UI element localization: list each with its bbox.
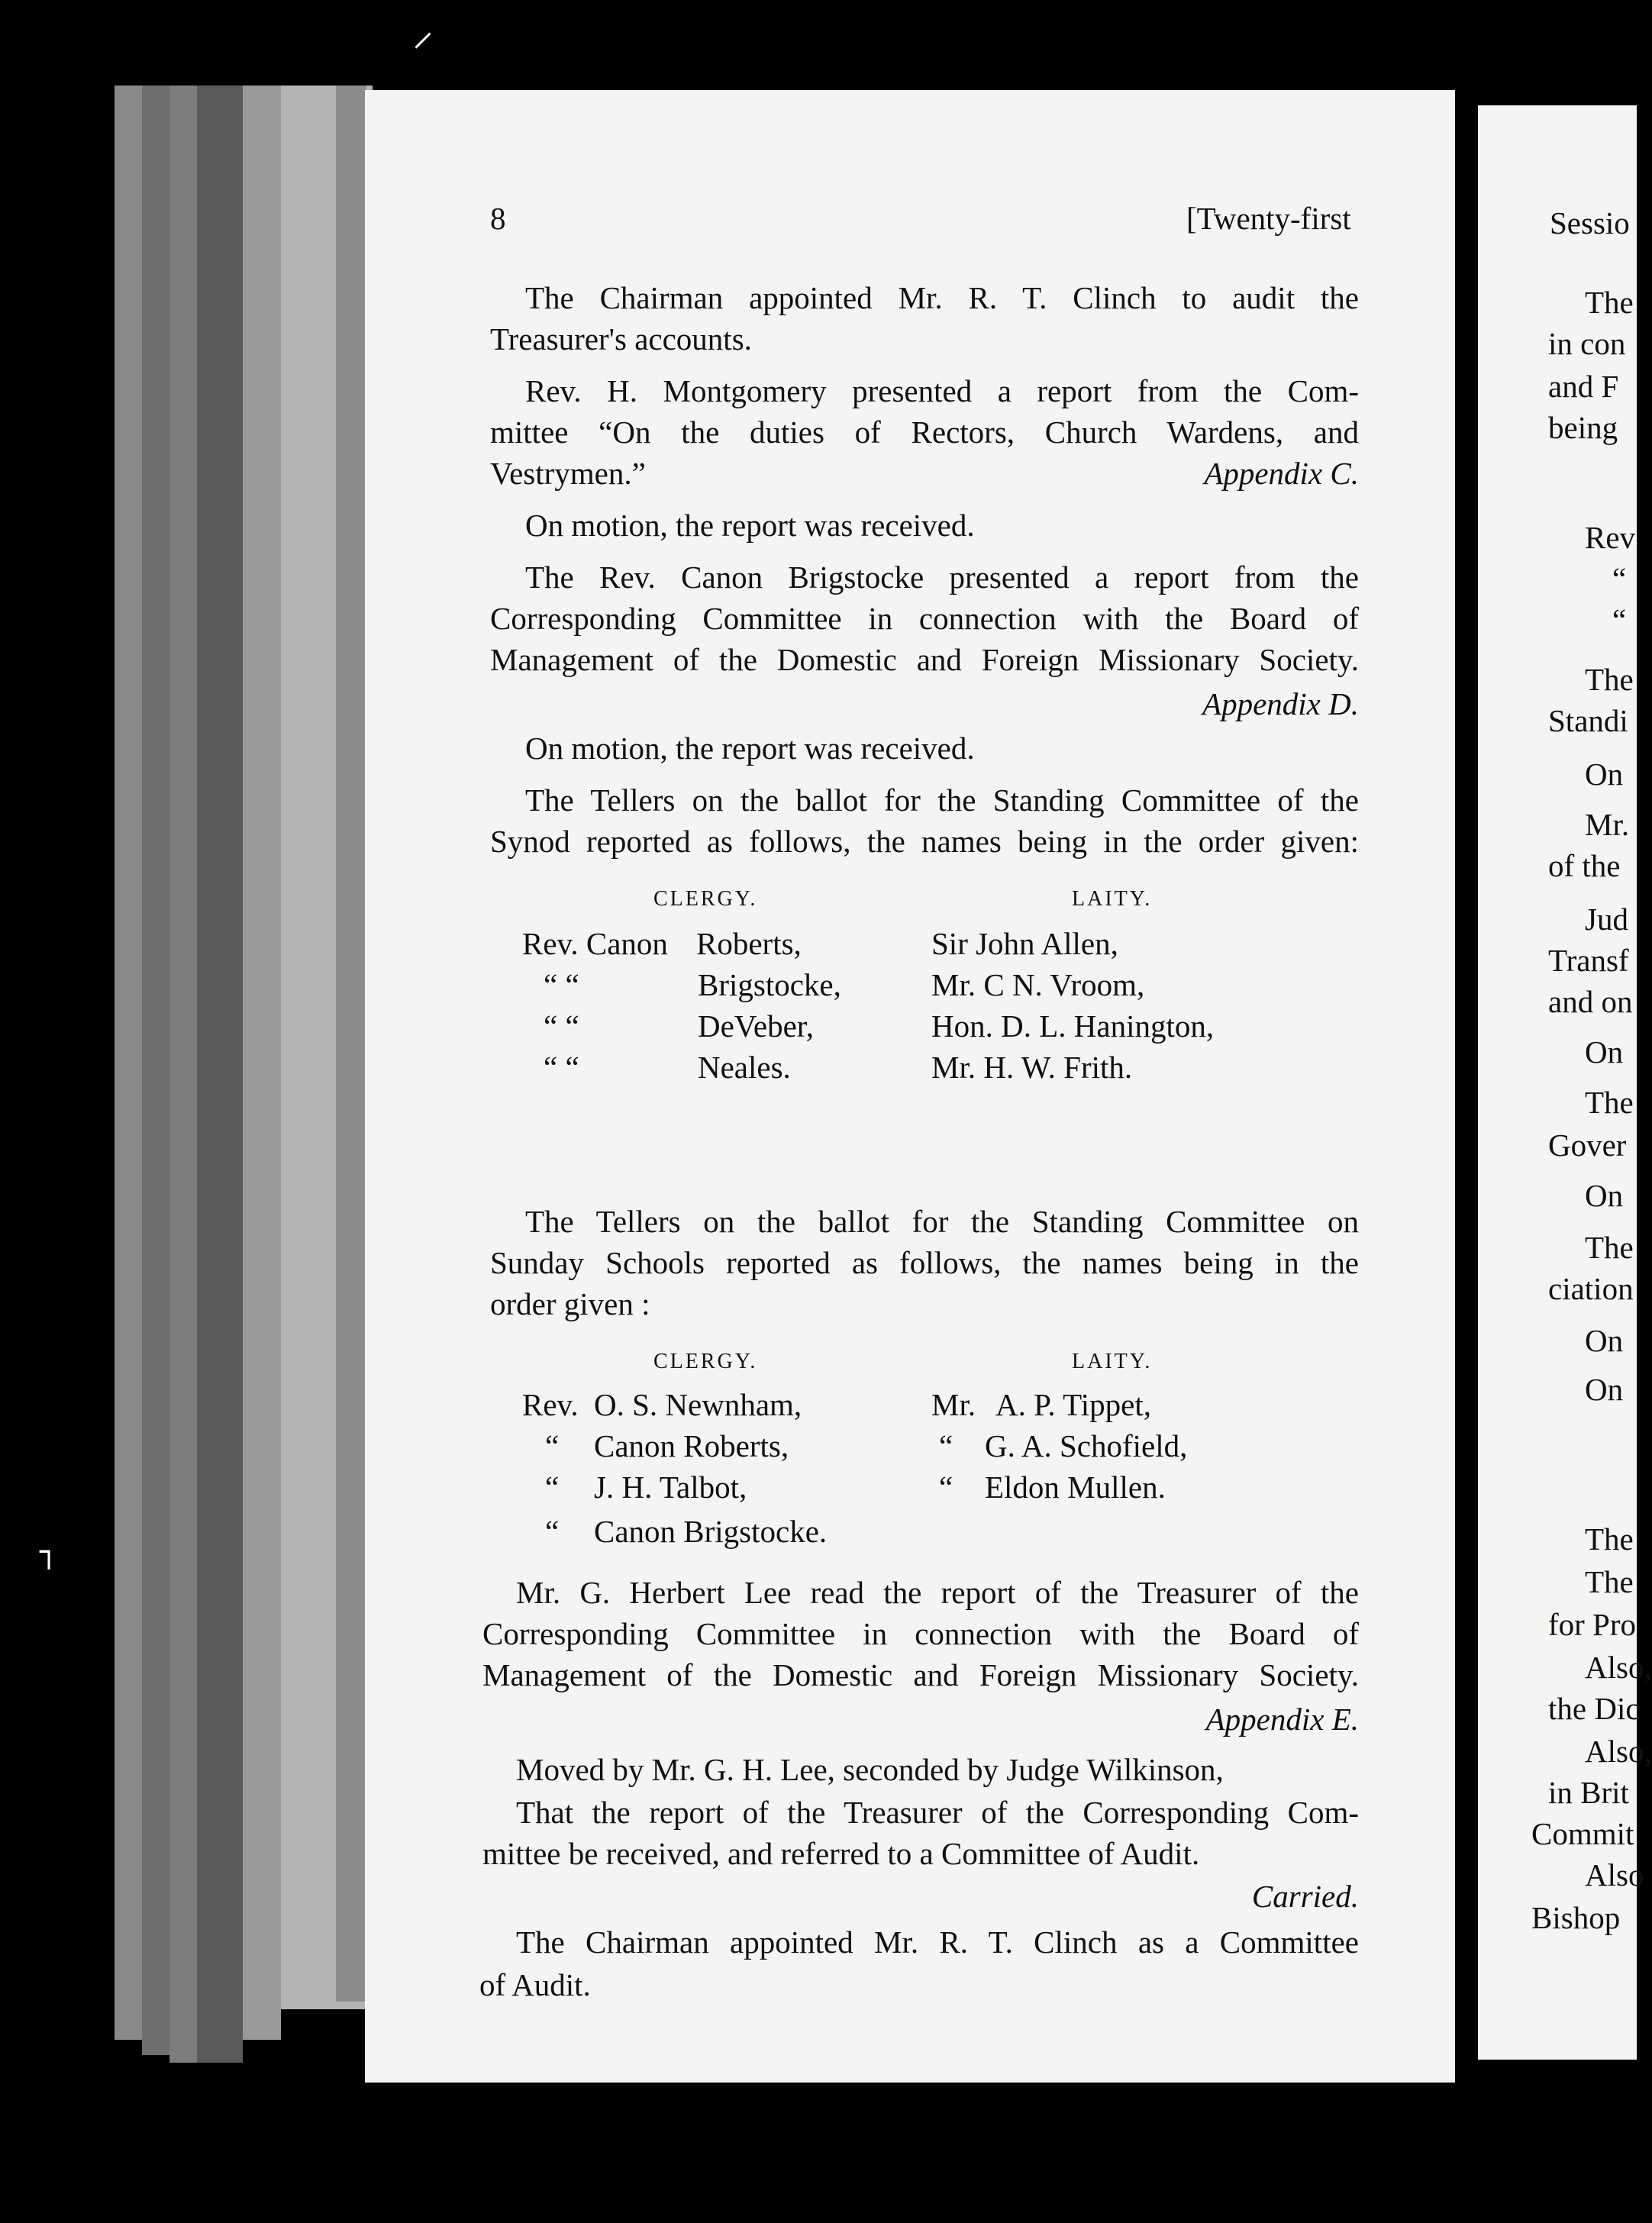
facing-page-text: The — [1585, 1230, 1634, 1265]
scan-mark: ┐ — [40, 1534, 59, 1570]
clergy-prefix: “ “ — [544, 967, 579, 1002]
facing-page — [1478, 105, 1652, 2060]
facing-page-text: The — [1585, 662, 1634, 697]
clergy-prefix: “ — [545, 1470, 560, 1505]
appendix-reference: Appendix C. — [1204, 456, 1359, 491]
clergy-name: Canon Roberts, — [594, 1428, 789, 1463]
page-edge — [169, 86, 197, 2063]
text-line: The Chairman appointed Mr. R. T. Clinch to audit the — [525, 280, 1359, 315]
text-line: mittee be received, and referred to a Committee of Audit. — [482, 1836, 1200, 1871]
carried-note: Carried. — [1251, 1879, 1359, 1914]
facing-page-text: Also — [1585, 1857, 1644, 1892]
facing-page-text: Mr. — [1585, 807, 1630, 842]
facing-page-text: and on — [1548, 984, 1633, 1019]
facing-page-text: Gover — [1548, 1128, 1627, 1163]
text-line: The Rev. Canon Brigstocke presented a report from the — [525, 560, 1359, 595]
text-line: Synod reported as follows, the names being in the order given: — [490, 824, 1359, 859]
facing-page-text: Transf — [1548, 943, 1629, 978]
clergy-name: DeVeber, — [698, 1008, 815, 1044]
text-line: The Chairman appointed Mr. R. T. Clinch as a Committee — [516, 1925, 1359, 1960]
page-edge — [243, 86, 281, 2040]
clergy-prefix: “ “ — [544, 1008, 579, 1044]
clergy-name: Brigstocke, — [698, 967, 841, 1002]
facing-page-text: The — [1585, 1564, 1634, 1599]
text-line: of Audit. — [479, 1967, 591, 2002]
facing-page-text: On — [1585, 1323, 1624, 1358]
facing-page-text: On — [1585, 1178, 1624, 1213]
laity-name: Hon. D. L. Hanington, — [931, 1008, 1215, 1044]
facing-page-text: for Pro — [1548, 1607, 1637, 1642]
facing-page-text: and F — [1548, 369, 1619, 404]
facing-page-text: “ — [1612, 602, 1627, 637]
clergy-name: Canon Brigstocke. — [594, 1514, 828, 1549]
laity-name: A. P. Tippet, — [995, 1387, 1151, 1422]
text-line: That the report of the Treasurer of the Corresponding Com- — [516, 1795, 1359, 1830]
text-line: Mr. G. Herbert Lee read the report of the Treasurer of the — [516, 1575, 1359, 1610]
facing-page-text: in Brit — [1548, 1775, 1629, 1810]
appendix-reference: Appendix D. — [1202, 686, 1359, 721]
clergy-name: J. H. Talbot, — [594, 1470, 747, 1505]
text-line: Treasurer's accounts. — [490, 321, 752, 357]
facing-page-text: Sessio — [1550, 205, 1630, 240]
laity-prefix: “ — [939, 1428, 953, 1463]
facing-page-text: On — [1585, 1034, 1624, 1070]
column-header-laity: LAITY. — [1072, 1350, 1153, 1373]
column-header-laity: LAITY. — [1072, 887, 1153, 911]
page-edge — [336, 86, 366, 2002]
clergy-name: Roberts, — [696, 926, 802, 961]
clergy-prefix: Rev. Canon — [522, 926, 668, 961]
text-line: On motion, the report was received. — [525, 731, 975, 766]
facing-page-text: Commit — [1531, 1816, 1634, 1851]
clergy-name: O. S. Newnham, — [594, 1387, 802, 1422]
column-header-clergy: CLERGY. — [653, 1350, 758, 1373]
text-line: Corresponding Committee in connection with the Board of — [482, 1616, 1359, 1651]
book-page — [365, 90, 1455, 2083]
scan-mark: ⸝ — [412, 6, 434, 56]
laity-name: Mr. H. W. Frith. — [931, 1050, 1133, 1085]
facing-page-text: The — [1585, 1085, 1634, 1120]
laity-name: Eldon Mullen. — [985, 1470, 1166, 1505]
text-line: Sunday Schools reported as follows, the names being in the — [490, 1245, 1359, 1280]
appendix-reference: Appendix E. — [1205, 1702, 1359, 1737]
running-head: [Twenty-first — [1186, 201, 1351, 236]
clergy-prefix: Rev. — [522, 1387, 579, 1422]
clergy-prefix: “ “ — [544, 1050, 579, 1085]
page-edge — [197, 86, 243, 2063]
text-line: On motion, the report was received. — [525, 508, 975, 543]
text-line: Vestrymen.” — [490, 456, 646, 491]
facing-page-text: Bishop — [1531, 1900, 1621, 1935]
laity-prefix: “ — [939, 1470, 953, 1505]
text-line: Management of the Domestic and Foreign Missionary Society. — [482, 1657, 1359, 1692]
page-edge — [115, 86, 142, 2040]
facing-page-text: in con — [1548, 326, 1626, 361]
laity-name: G. A. Schofield, — [985, 1428, 1188, 1463]
facing-page-text: Also, — [1585, 1734, 1652, 1769]
clergy-prefix: “ — [545, 1514, 560, 1549]
text-line: The Tellers on the ballot for the Standing Committee of the — [525, 782, 1359, 818]
text-line: order given : — [490, 1286, 650, 1321]
facing-page-text: Standi — [1548, 703, 1628, 738]
text-line: mittee “On the duties of Rectors, Church Wardens, and — [490, 415, 1359, 450]
facing-page-text: Jud — [1585, 902, 1628, 937]
facing-page-text: On — [1585, 1372, 1624, 1407]
facing-page-text: ciation — [1548, 1271, 1634, 1306]
facing-page-text: “ — [1612, 561, 1627, 596]
laity-name: Mr. C N. Vroom, — [931, 967, 1145, 1002]
facing-page-text: the Dic — [1548, 1691, 1640, 1726]
text-line: Corresponding Committee in connection with the Board of — [490, 601, 1359, 636]
laity-name: Sir John Allen, — [931, 926, 1118, 961]
facing-page-text: being — [1548, 410, 1618, 445]
facing-page-text: Also, — [1585, 1650, 1652, 1685]
page-number: 8 — [490, 201, 506, 236]
clergy-prefix: “ — [545, 1428, 560, 1463]
facing-page-text: The — [1585, 285, 1634, 320]
facing-page-text: On — [1585, 757, 1624, 792]
facing-page-text: The — [1585, 1521, 1634, 1557]
column-header-clergy: CLERGY. — [653, 887, 758, 911]
text-line: Rev. H. Montgomery presented a report from the Com- — [525, 373, 1359, 408]
text-line: Management of the Domestic and Foreign Missionary Society. — [490, 642, 1359, 677]
laity-prefix: Mr. — [931, 1387, 976, 1422]
page-edge — [142, 86, 169, 2055]
clergy-name: Neales. — [698, 1050, 791, 1085]
facing-page-text: Rev — [1585, 520, 1636, 555]
text-line: The Tellers on the ballot for the Standing Committee on — [525, 1204, 1359, 1239]
text-line: Moved by Mr. G. H. Lee, seconded by Judge Wilkinson, — [516, 1752, 1224, 1787]
facing-page-text: of the — [1548, 848, 1621, 883]
